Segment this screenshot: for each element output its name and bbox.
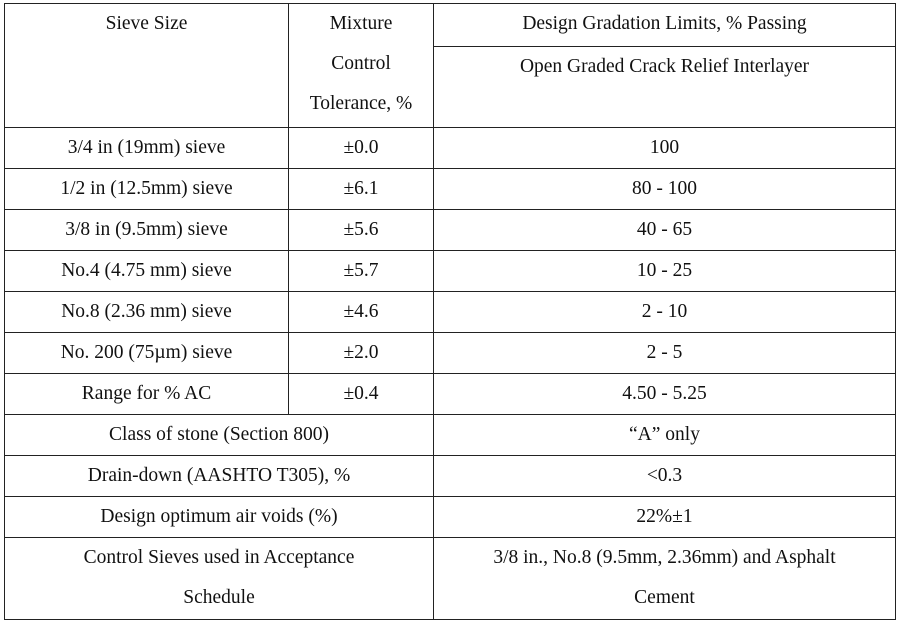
header-tolerance-line2: Control [331,53,391,74]
control-value-line2: Cement [634,586,695,608]
tolerance-cell: ±5.7 [289,250,434,291]
limit-cell: 100 [434,127,896,168]
tolerance-cell: ±4.6 [289,291,434,332]
gradation-spec-table [4,3,896,620]
property-value-cell: “A” only [434,414,896,455]
limit-cell: 4.50 - 5.25 [434,373,896,414]
sieve-cell: Range for % AC [5,373,289,414]
control-label-line2: Schedule [183,586,255,608]
limit-cell: 40 - 65 [434,209,896,250]
header-sieve-size: Sieve Size [5,4,289,128]
property-value-cell: 22%±1 [434,496,896,537]
header-limits-title: Design Gradation Limits, % Passing [434,4,896,47]
table-row [5,537,896,619]
limit-cell: 2 - 10 [434,291,896,332]
tolerance-cell: ±0.0 [289,127,434,168]
limit-cell: 80 - 100 [434,168,896,209]
control-value-line1: 3/8 in., No.8 (9.5mm, 2.36mm) and Asphalt [493,546,836,568]
sieve-cell: No.4 (4.75 mm) sieve [5,250,289,291]
tolerance-cell: ±5.6 [289,209,434,250]
header-tolerance-line1: Mixture [329,13,393,34]
tolerance-cell: ±0.4 [289,373,434,414]
property-label-cell: Drain-down (AASHTO T305), % [5,455,434,496]
control-sieves-value-cell [434,537,896,619]
tolerance-cell: ±2.0 [289,332,434,373]
table-row [5,168,896,209]
property-label-cell: Design optimum air voids (%) [5,496,434,537]
table-row [5,127,896,168]
table-row [5,209,896,250]
property-label-cell: Class of stone (Section 800) [5,414,434,455]
sieve-cell: 3/4 in (19mm) sieve [5,127,289,168]
header-tolerance-line3: Tolerance, % [309,93,413,114]
control-sieves-label-cell [5,537,434,619]
table-row [5,414,896,455]
sieve-cell: No. 200 (75µm) sieve [5,332,289,373]
table-row [5,332,896,373]
header-limits-subtitle: Open Graded Crack Relief Interlayer [434,47,896,88]
table-row [5,291,896,332]
table-row [5,455,896,496]
limit-cell: 10 - 25 [434,250,896,291]
sieve-cell: No.8 (2.36 mm) sieve [5,291,289,332]
tolerance-cell: ±6.1 [289,168,434,209]
header-limits-spacer [434,87,896,127]
sieve-cell: 3/8 in (9.5mm) sieve [5,209,289,250]
table-row [5,250,896,291]
header-tolerance [289,4,434,128]
limit-cell: 2 - 5 [434,332,896,373]
property-value-cell: <0.3 [434,455,896,496]
table-row [5,373,896,414]
table-row [5,496,896,537]
control-label-line1: Control Sieves used in Acceptance [83,546,355,568]
sieve-cell: 1/2 in (12.5mm) sieve [5,168,289,209]
